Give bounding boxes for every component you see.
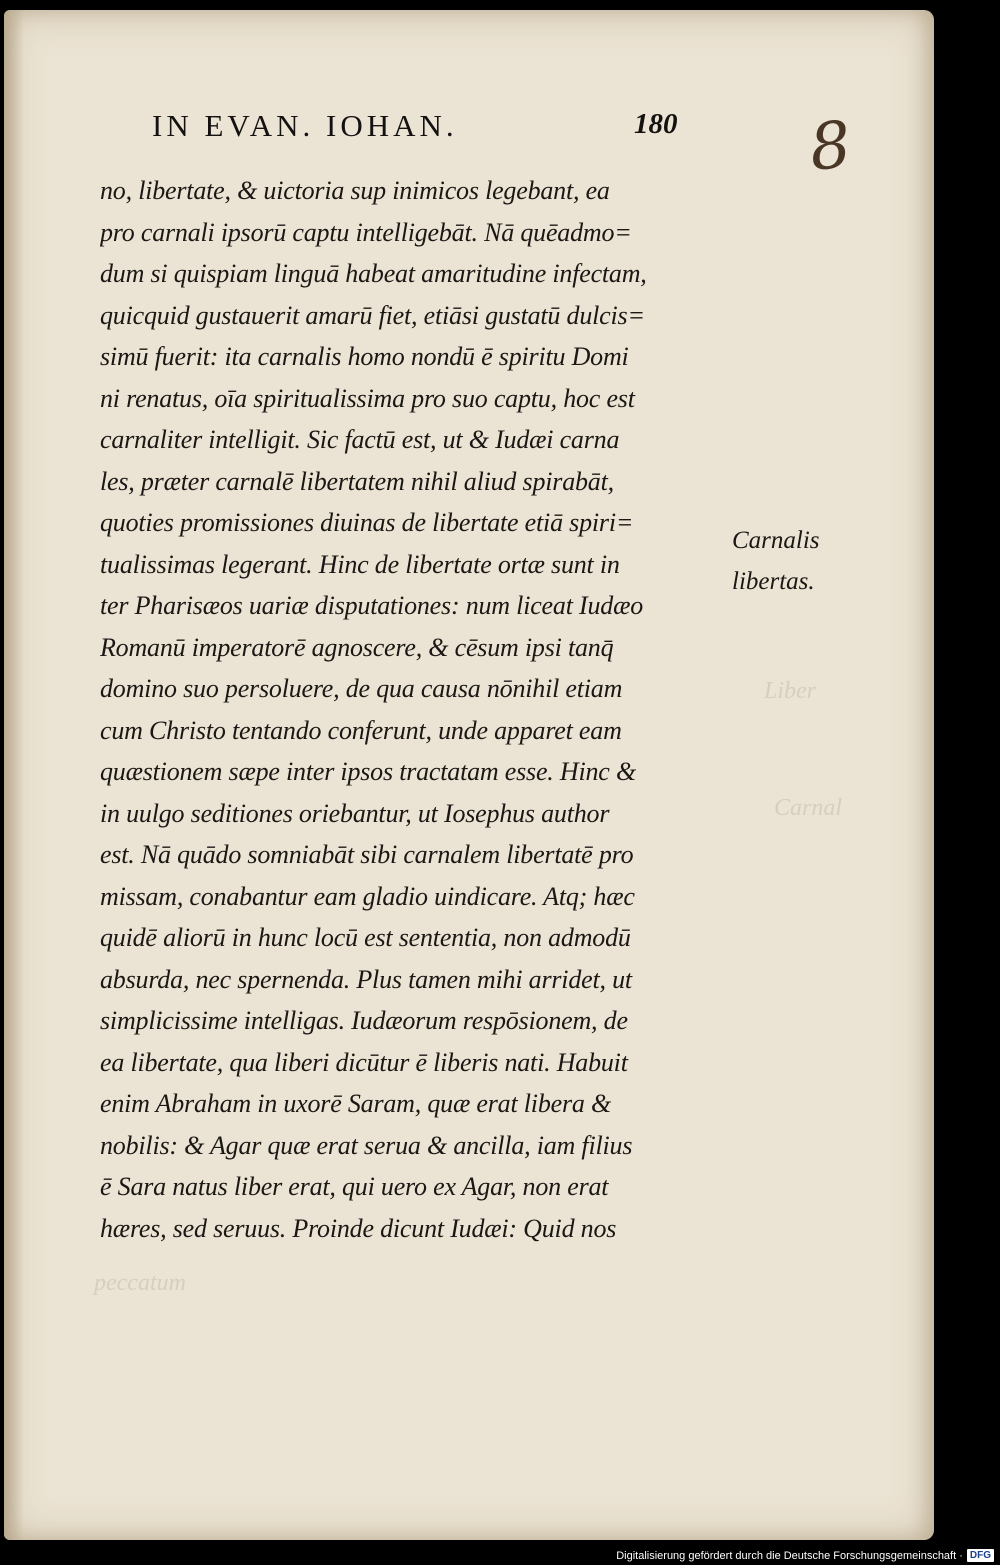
text-line: simū fuerit: ita carnalis homo nondū ē spiritu Domi	[100, 342, 629, 371]
running-title: IN EVAN. IOHAN.	[152, 108, 458, 143]
text-line: les, præter carnalē libertatem nihil aliud spirabāt,	[100, 466, 614, 496]
text-line: est. Nā quādo somniabāt sibi carnalem libertatē pro	[100, 840, 634, 869]
text-line: pro carnali ipsorū captu intelligebāt. Nā quēadmo=	[100, 217, 632, 247]
text-line: in uulgo seditiones oriebantur, ut Iosephus author	[100, 798, 610, 828]
marginal-note	[732, 520, 872, 602]
text-line: cum Christo tentando conferunt, unde apparet eam	[100, 715, 622, 745]
text-line: absurda, nec spernenda. Plus tamen mihi arridet, ut	[100, 964, 632, 994]
text-line: nobilis: & Agar quæ erat serua & ancilla, iam filius	[100, 1130, 633, 1160]
text-line: Romanū imperatorē agnoscere, & cēsum ipsi tanq̄	[100, 632, 614, 662]
show-through: Liber	[764, 678, 817, 704]
show-through: Carnal	[774, 795, 843, 821]
book-page	[4, 10, 934, 1540]
text-line: dum si quispiam linguā habeat amaritudine infectam,	[100, 259, 647, 288]
credit-text: Digitalisierung gefördert durch die Deutsche Forschungsgemeinschaft ·	[616, 1549, 963, 1562]
text-line: tualissimas legerant. Hinc de libertate ortæ sunt in	[100, 549, 620, 579]
marginal-note-line: libertas.	[732, 568, 815, 595]
folio-number: 180	[634, 108, 678, 140]
marginal-note-line: Carnalis	[732, 527, 820, 554]
text-line: ē Sara natus liber erat, qui uero ex Agar, non erat	[100, 1172, 609, 1201]
text-line: quidē aliorū in hunc locū est sententia, non admodū	[100, 923, 631, 952]
text-line: ni renatus, oīa spiritualissima pro suo captu, hoc est	[100, 383, 635, 413]
dfg-logo: DFG	[967, 1549, 994, 1562]
text-line: quoties promissiones diuinas de libertate etiā spiri=	[100, 508, 634, 537]
text-line: quicquid gustauerit amarū fiet, etiāsi gustatū dulcis=	[100, 300, 645, 330]
text-line: no, libertate, & uictoria sup inimicos legebant, ea	[100, 176, 610, 205]
text-line: domino suo persoluere, de qua causa nōnihil etiam	[100, 674, 623, 703]
text-line: hæres, sed seruus. Proinde dicunt Iudæi: Quid nos	[100, 1213, 617, 1243]
body-text	[100, 170, 736, 1249]
text-line: ter Pharisæos uariæ disputationes: num liceat Iudæo	[100, 591, 644, 620]
text-line: quæstionem sæpe inter ipsos tractatam esse. Hinc &	[100, 757, 636, 786]
handwritten-number: 8	[806, 108, 855, 186]
text-line: simplicissime intelligas. Iudæorum respōsionem, de	[100, 1006, 628, 1035]
text-line: ea libertate, qua liberi dicūtur ē liberis nati. Habuit	[100, 1047, 628, 1077]
text-line: enim Abraham in uxorē Saram, quæ erat libera &	[100, 1089, 612, 1118]
digitization-credit	[616, 1549, 994, 1562]
text-line: carnaliter intelligit. Sic factū est, ut & Iudæi carna	[100, 425, 620, 454]
show-through: peccatum	[94, 1270, 186, 1296]
page-gutter-shadow	[4, 10, 24, 1540]
text-line: missam, conabantur eam gladio uindicare. Atq; hæc	[100, 881, 635, 911]
